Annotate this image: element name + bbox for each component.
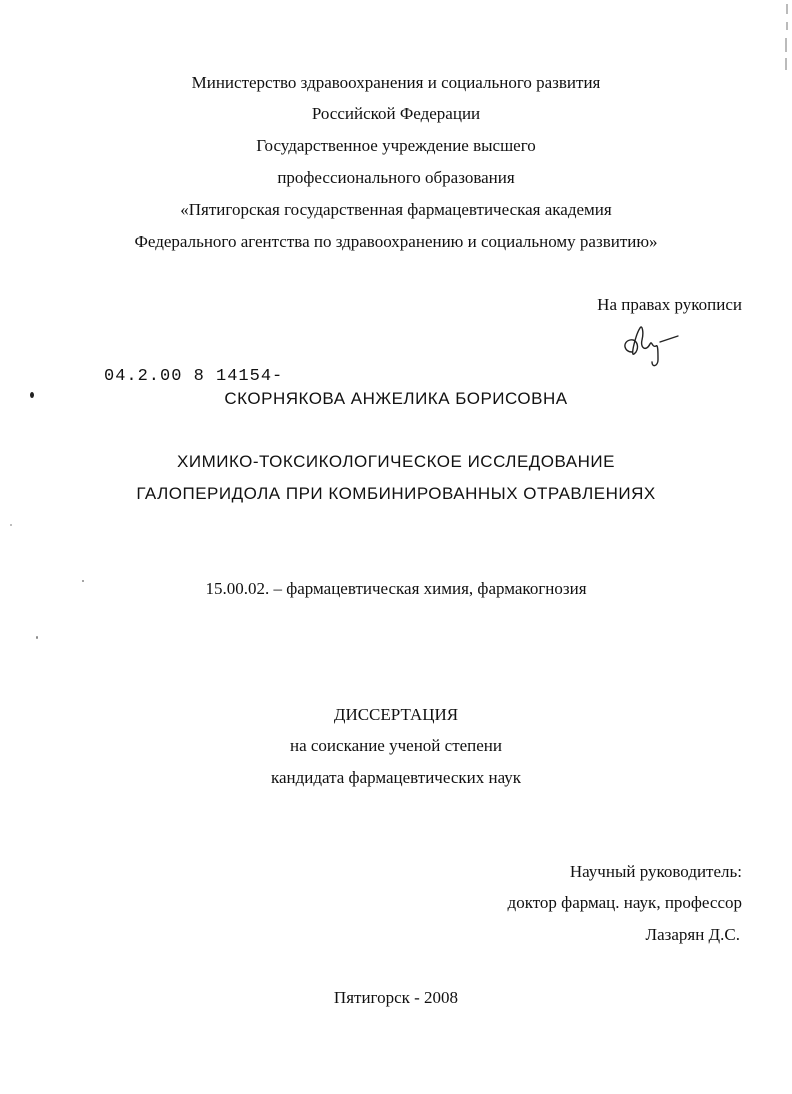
scan-edge-marks (780, 0, 790, 75)
scan-speck (10, 524, 12, 526)
scan-speck (36, 636, 38, 639)
specialty-code: 15.00.02. – фармацевтическая химия, фармакогнозия (205, 579, 587, 598)
signature (618, 322, 682, 370)
institution-line-3: Государственное учреждение высшего (256, 136, 536, 155)
institution-line-4: профессионального образования (277, 168, 515, 187)
registry-stamp: 04.2.00 8 14154- (104, 367, 284, 386)
work-type-line-2: кандидата фармацевтических наук (270, 768, 522, 787)
work-type-heading: ДИССЕРТАЦИЯ (333, 705, 459, 724)
author-name: СКОРНЯКОВА АНЖЕЛИКА БОРИСОВНА (224, 389, 568, 408)
institution-line-5: «Пятигорская государственная фармацевтическая академия (180, 200, 612, 219)
manuscript-note: На правах рукописи (597, 295, 742, 314)
institution-line-6: Федерального агентства по здравоохранению и социальному развитию» (134, 232, 658, 251)
dissertation-title-line-2: ГАЛОПЕРИДОЛА ПРИ КОМБИНИРОВАННЫХ ОТРАВЛЕНИЯХ (136, 484, 656, 503)
place-and-year: Пятигорск - 2008 (333, 988, 459, 1007)
supervisor-label: Научный руководитель: (569, 862, 742, 881)
dissertation-title-line-1: ХИМИКО-ТОКСИКОЛОГИЧЕСКОЕ ИССЛЕДОВАНИЕ (177, 452, 615, 471)
institution-line-2: Российской Федерации (311, 104, 481, 123)
supervisor-name: Лазарян Д.С. (645, 925, 740, 944)
supervisor-degree: доктор фармац. наук, профессор (507, 893, 742, 912)
work-type-line-1: на соискание ученой степени (289, 736, 503, 755)
institution-line-1: Министерство здравоохранения и социального развития (191, 73, 601, 92)
